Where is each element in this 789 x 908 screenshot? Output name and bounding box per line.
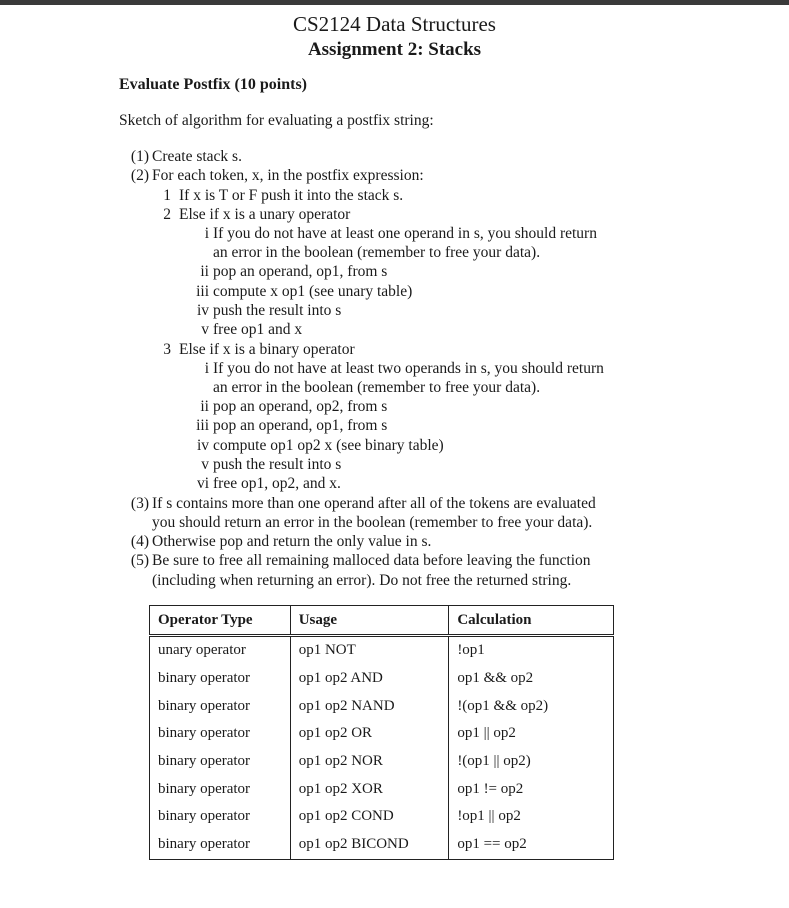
step-label: vi <box>196 475 209 492</box>
intro-text: Sketch of algorithm for evaluating a postfix string: <box>119 112 434 129</box>
table-row <box>150 775 614 803</box>
usage-cell: op1 op2 NOR <box>290 748 449 776</box>
column-header: Usage <box>290 606 449 636</box>
step-text: free op1 and x <box>213 321 303 338</box>
operator-type-cell: binary operator <box>150 692 291 720</box>
operator-table <box>149 605 614 860</box>
operator-type-cell: binary operator <box>150 803 291 831</box>
document-title: CS2124 Data Structures <box>293 12 496 36</box>
calculation-cell: op1 && op2 <box>449 665 614 693</box>
step-label: i <box>204 225 209 242</box>
step-label: i <box>204 360 209 377</box>
table-row <box>150 636 614 665</box>
step-label: v <box>201 321 209 338</box>
step-text: Create stack s. <box>152 148 242 165</box>
step-label: iii <box>196 417 209 434</box>
calculation-cell: op1 != op2 <box>449 775 614 803</box>
table-row <box>150 803 614 831</box>
step-text: If s contains more than one operand after all of the tokens are evaluated <box>152 495 596 512</box>
usage-cell: op1 op2 XOR <box>290 775 449 803</box>
section-heading: Evaluate Postfix (10 points) <box>119 76 307 93</box>
calculation-cell: !(op1 && op2) <box>449 692 614 720</box>
step-label: iv <box>196 302 209 319</box>
step-text: pop an operand, op2, from s <box>213 398 388 415</box>
top-border <box>0 0 789 5</box>
step-text: Else if x is a unary operator <box>179 206 351 223</box>
step-5-cont: (including when returning an error). Do not free the returned string. <box>152 572 572 589</box>
usage-cell: op1 op2 BICOND <box>290 831 449 859</box>
column-header: Operator Type <box>150 606 291 636</box>
table-row <box>150 692 614 720</box>
step-2-2-i-cont: an error in the boolean (remember to free your data). <box>213 244 541 261</box>
step-label: ii <box>200 263 209 280</box>
step-text: If x is T or F push it into the stack s. <box>179 187 404 204</box>
table-row <box>150 748 614 776</box>
usage-cell: op1 op2 COND <box>290 803 449 831</box>
step-label: v <box>201 456 209 473</box>
step-label: (3) <box>130 495 149 512</box>
table-row <box>150 665 614 693</box>
step-label: iii <box>196 283 209 300</box>
step-text: Otherwise pop and return the only value in s. <box>152 533 432 550</box>
calculation-cell: op1 || op2 <box>449 720 614 748</box>
step-text: If you do not have at least two operands in s, you should return <box>213 360 604 377</box>
step-text: For each token, x, in the postfix expression: <box>152 167 424 184</box>
step-text: Else if x is a binary operator <box>179 341 355 358</box>
step-text: push the result into s <box>213 456 342 473</box>
table-header-row <box>150 606 614 636</box>
step-text: If you do not have at least one operand in s, you should return <box>213 225 597 242</box>
step-text: pop an operand, op1, from s <box>213 263 388 280</box>
step-label: (2) <box>130 167 149 184</box>
step-text: push the result into s <box>213 302 342 319</box>
calculation-cell: !op1 <box>449 636 614 665</box>
step-text: free op1, op2, and x. <box>213 475 341 492</box>
column-header: Calculation <box>449 606 614 636</box>
step-3-cont: you should return an error in the boolean (remember to free your data). <box>152 514 593 531</box>
document-subtitle: Assignment 2: Stacks <box>307 39 482 60</box>
step-text: Be sure to free all remaining malloced data before leaving the function <box>152 552 591 569</box>
step-2-3-i-cont: an error in the boolean (remember to free your data). <box>213 379 541 396</box>
operator-type-cell: binary operator <box>150 720 291 748</box>
step-text: compute x op1 (see unary table) <box>213 283 413 300</box>
operator-type-cell: binary operator <box>150 748 291 776</box>
operator-type-cell: binary operator <box>150 831 291 859</box>
step-label: (4) <box>130 533 149 550</box>
usage-cell: op1 op2 AND <box>290 665 449 693</box>
operator-type-cell: unary operator <box>150 636 291 665</box>
table-row <box>150 831 614 859</box>
usage-cell: op1 NOT <box>290 636 449 665</box>
step-label: (1) <box>130 148 149 165</box>
calculation-cell: !op1 || op2 <box>449 803 614 831</box>
step-text: compute op1 op2 x (see binary table) <box>213 437 444 454</box>
operator-type-cell: binary operator <box>150 775 291 803</box>
usage-cell: op1 op2 NAND <box>290 692 449 720</box>
step-text: pop an operand, op1, from s <box>213 417 388 434</box>
step-label: 1 <box>163 187 171 204</box>
step-label: 2 <box>163 206 171 223</box>
step-label: ii <box>200 398 209 415</box>
step-label: 3 <box>163 341 171 358</box>
calculation-cell: op1 == op2 <box>449 831 614 859</box>
step-label: (5) <box>130 552 149 569</box>
operator-type-cell: binary operator <box>150 665 291 693</box>
table-row <box>150 720 614 748</box>
step-label: iv <box>196 437 209 454</box>
usage-cell: op1 op2 OR <box>290 720 449 748</box>
calculation-cell: !(op1 || op2) <box>449 748 614 776</box>
